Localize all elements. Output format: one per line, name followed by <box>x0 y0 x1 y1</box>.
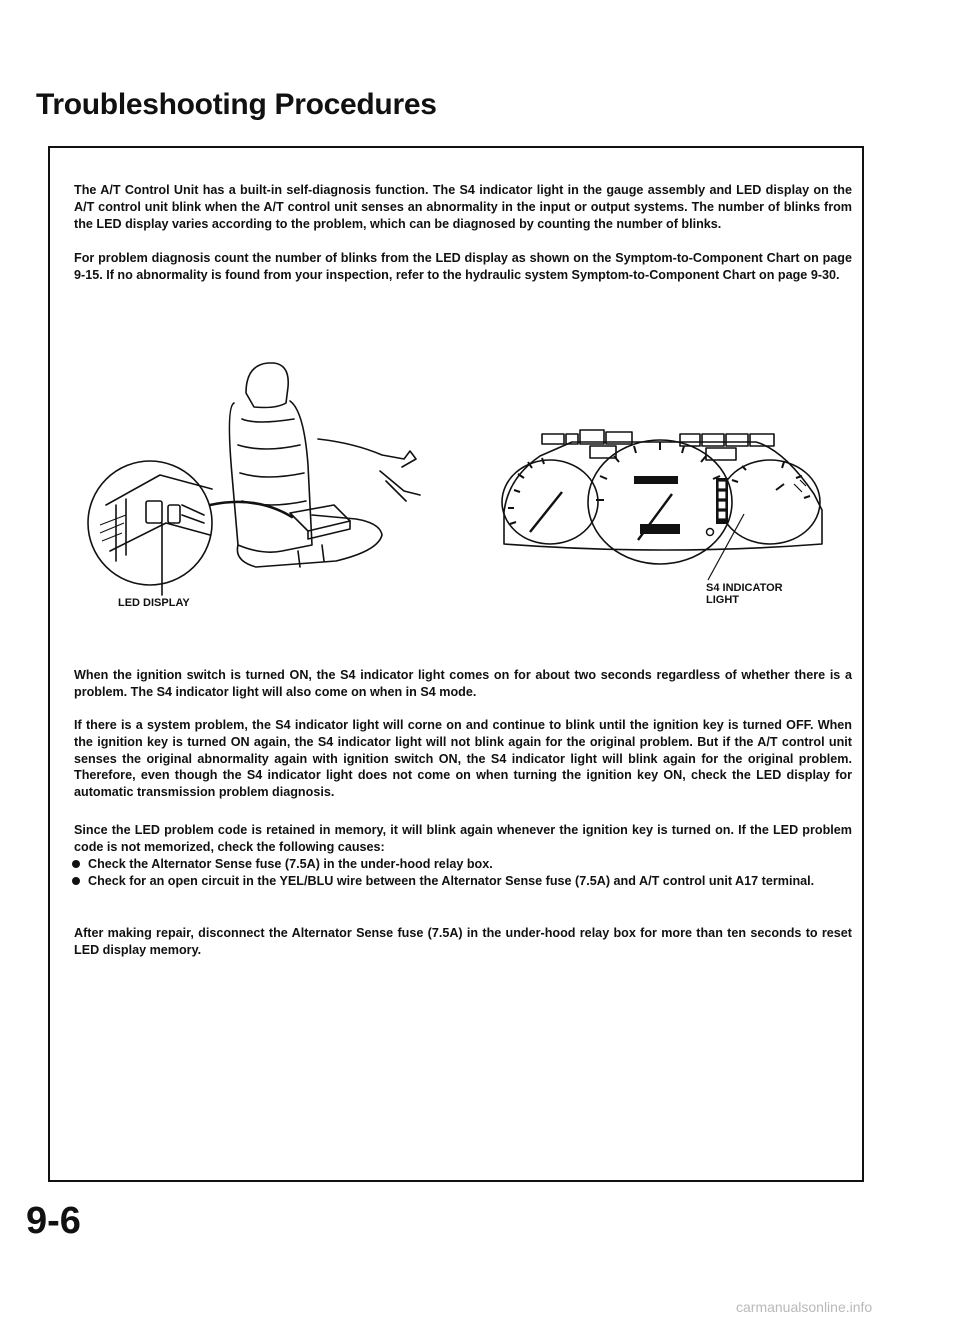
body-paragraph-3: Since the LED problem code is retained in memory, it will blink again whenever the ignition key is turned on. If the LED problem code is not memorized, check the following causes: <box>74 823 852 854</box>
bullet-icon <box>72 860 80 868</box>
list-item-text: Check the Alternator Sense fuse (7.5A) in the under-hood relay box. <box>88 857 493 871</box>
body-paragraph-1: When the ignition switch is turned ON, the S4 indicator light comes on for about two seconds regardless of whether there is a problem. The S4 indicator light will also come on when in S4 mode. <box>74 668 852 699</box>
body-paragraph-4: After making repair, disconnect the Alternator Sense fuse (7.5A) in the under-hood relay box for more than ten seconds to reset LED display memory. <box>74 926 852 957</box>
body-paragraph-2: If there is a system problem, the S4 indicator light will corne on and continue to blink until the ignition key is turned OFF. When the ignition key is turned ON again, the S4 indicator light will not blink again for the original problem. But if the A/T control unit senses the original abnormality again with ignition switch ON, the S4 indicator light will blink again for the original problem. Therefore, even though the S4 indicator light does not come on when turning the ignition key ON, check the LED display for automatic transmission problem diagnosis. <box>74 718 852 800</box>
watermark: carmanualsonline.info <box>736 1299 873 1315</box>
gauge-cluster-illustration <box>484 420 836 610</box>
intro-paragraph-2: For problem diagnosis count the number of blinks from the LED display as shown on the Symptom-to-Component Chart on page 9-15. If no abnormality is found from your inspection, refer to the hydraulic system Symptom-to-Component Chart on page 9-30. <box>74 251 852 282</box>
led-display-label: LED DISPLAY <box>118 597 190 609</box>
content-frame <box>48 146 864 1182</box>
list-item <box>70 873 850 890</box>
list-item <box>70 856 850 873</box>
intro-paragraph-1: The A/T Control Unit has a built-in self-diagnosis function. The S4 indicator light in the gauge assembly and LED display on the A/T control unit blink when the A/T control unit senses an abnormality in the input or output systems. The number of blinks from the LED display varies according to the problem, which can be diagnosed by counting the number of blinks. <box>74 183 852 231</box>
list-item-text: Check for an open circuit in the YEL/BLU wire between the Alternator Sense fuse (7.5A) and A/T control unit A17 terminal. <box>88 874 815 888</box>
bullet-icon <box>72 877 80 885</box>
cause-checklist <box>70 856 850 890</box>
page-number: 9-6 <box>26 1200 81 1242</box>
page-title: Troubleshooting Procedures <box>36 88 437 121</box>
s4-indicator-label-line2: LIGHT <box>706 594 739 606</box>
s4-indicator-label <box>706 582 783 606</box>
s4-indicator-label-line1: S4 INDICATOR <box>706 582 783 594</box>
seat-led-illustration <box>86 355 446 600</box>
